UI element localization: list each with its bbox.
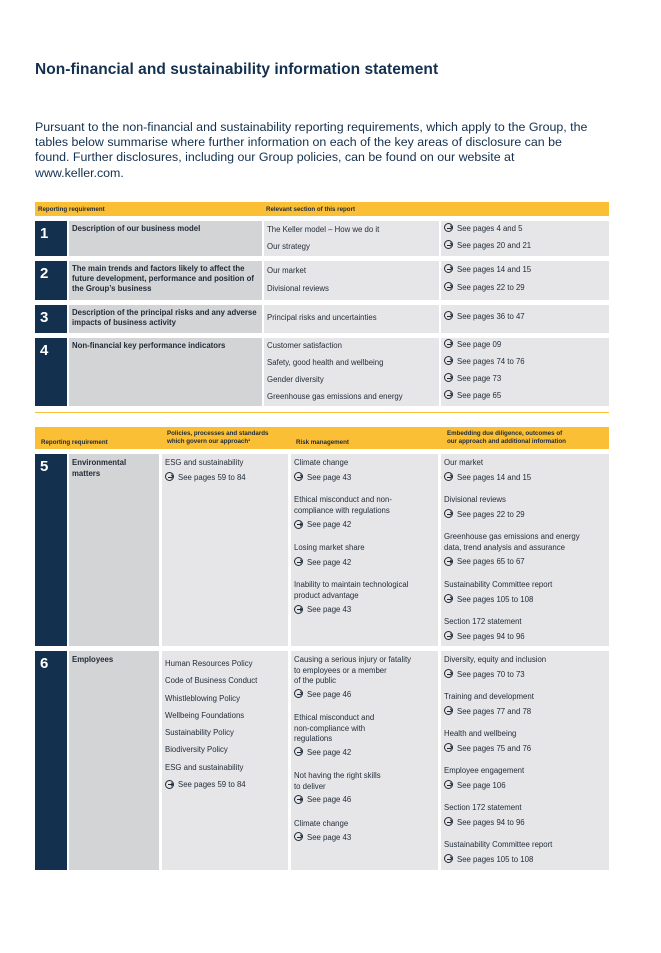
- policy-item: Sustainability Policy: [165, 728, 234, 738]
- section-item: The Keller model – How we do it: [267, 225, 380, 234]
- diligence-cell: [441, 651, 609, 870]
- table2-header-col2-line1: Policies, processes and standards: [167, 430, 269, 437]
- arrow-right-circle-icon: [444, 282, 453, 291]
- risk-title: to employees or a member: [294, 665, 387, 675]
- arrow-right-circle-icon: [444, 594, 453, 603]
- diligence-title: Diversity, equity and inclusion: [444, 655, 547, 664]
- section-item: Divisional reviews: [267, 284, 329, 293]
- risk-title: Ethical misconduct and: [294, 713, 375, 722]
- risk-title: to deliver: [294, 781, 326, 791]
- arrow-right-circle-icon: [294, 747, 303, 756]
- risk-title: compliance with regulations: [294, 505, 390, 515]
- page-ref-cell: [441, 338, 609, 406]
- page-ref: See page 43: [294, 833, 435, 844]
- arrow-right-circle-icon: [444, 390, 453, 399]
- table2-header-col4-line2: our approach and additional information: [447, 438, 566, 445]
- arrow-right-circle-icon: [294, 832, 303, 841]
- page-ref: See pages 4 and 5: [444, 224, 522, 233]
- page-ref: See page 43: [294, 605, 435, 616]
- table1-header-col1: Reporting requirement: [38, 206, 105, 213]
- risk-title: Not having the right skills: [294, 771, 381, 780]
- section-cell: [264, 305, 439, 333]
- section-item: Customer satisfaction: [267, 341, 342, 350]
- page-ref: See pages 105 to 108: [444, 855, 606, 866]
- risk-title: regulations: [294, 734, 333, 744]
- policy-item: ESG and sustainability: [165, 458, 244, 467]
- diligence-title: Greenhouse gas emissions and energy: [444, 532, 580, 541]
- risk-cell: [291, 651, 438, 870]
- section-item: Safety, good health and wellbeing: [267, 358, 384, 367]
- row-number: 6: [35, 651, 67, 870]
- section-item: Our strategy: [267, 242, 310, 251]
- requirement-cell: [69, 454, 159, 646]
- policy-item: Code of Business Conduct: [165, 676, 258, 686]
- arrow-right-circle-icon: [294, 520, 303, 529]
- page-ref: See page 42: [294, 748, 435, 759]
- arrow-right-circle-icon: [165, 472, 174, 481]
- arrow-right-circle-icon: [294, 605, 303, 614]
- page-ref: See page 106: [444, 781, 606, 792]
- page-ref: See page 43: [294, 473, 435, 484]
- intro-paragraph: Pursuant to the non-financial and sustainability reporting requirements, which apply to the Group, the tables below summarise where further information on each of the key areas of disclosure can be found. Further disclosures, including our Group policies, can be found on our website at www.keller.com.: [35, 120, 588, 180]
- page-ref: See pages 94 to 96: [444, 818, 606, 829]
- page-ref: See pages 59 to 84: [165, 776, 285, 793]
- arrow-right-circle-icon: [165, 780, 174, 789]
- page-ref-cell: [441, 261, 609, 300]
- page-ref-cell: [441, 305, 609, 333]
- page-ref: See page 46: [294, 795, 435, 806]
- risk-title: Losing market share: [294, 543, 365, 552]
- page-ref: See pages 59 to 84: [165, 473, 285, 484]
- risk-title: Climate change: [294, 458, 349, 467]
- policy-item: ESG and sustainability: [165, 762, 244, 772]
- policy-cell: [162, 651, 288, 870]
- row-number: 2: [35, 261, 67, 300]
- requirement-label: Employees: [72, 655, 114, 664]
- section-item: Gender diversity: [267, 375, 324, 384]
- arrow-right-circle-icon: [444, 631, 453, 640]
- page-ref-cell: [441, 221, 609, 256]
- page-ref: See pages 75 and 76: [444, 744, 606, 755]
- arrow-right-circle-icon: [444, 743, 453, 752]
- row-number: 1: [35, 221, 67, 256]
- page-title: Non-financial and sustainability information statement: [35, 61, 439, 78]
- page-ref: See page 65: [444, 391, 501, 400]
- page-ref: See pages 105 to 108: [444, 595, 606, 606]
- risk-title: product advantage: [294, 590, 359, 600]
- section-item: Principal risks and uncertainties: [267, 313, 377, 322]
- arrow-right-circle-icon: [444, 557, 453, 566]
- diligence-title: Training and development: [444, 692, 534, 701]
- diligence-cell: [441, 454, 609, 646]
- diligence-title: Sustainability Committee report: [444, 580, 553, 589]
- requirement-cell: Description of our business model: [69, 221, 262, 256]
- risk-title: Inability to maintain technological: [294, 580, 409, 589]
- arrow-right-circle-icon: [444, 223, 453, 232]
- arrow-right-circle-icon: [444, 817, 453, 826]
- policy-item: Wellbeing Foundations: [165, 710, 245, 720]
- policy-item: Human Resources Policy: [165, 659, 253, 668]
- arrow-right-circle-icon: [294, 795, 303, 804]
- arrow-right-circle-icon: [294, 472, 303, 481]
- row-number: 4: [35, 338, 67, 406]
- section-divider: [35, 412, 609, 413]
- arrow-right-circle-icon: [444, 472, 453, 481]
- requirement-cell: The main trends and factors likely to affect the future development, performance and position of the Group’s business: [69, 261, 262, 300]
- arrow-right-circle-icon: [444, 311, 453, 320]
- page-ref: See page 09: [444, 340, 501, 349]
- arrow-right-circle-icon: [444, 780, 453, 789]
- policy-cell: [162, 454, 288, 646]
- arrow-right-circle-icon: [444, 669, 453, 678]
- risk-title: Climate change: [294, 819, 349, 828]
- diligence-title: Our market: [444, 458, 483, 467]
- diligence-title: Employee engagement: [444, 766, 525, 775]
- page-ref: See pages 22 to 29: [444, 283, 525, 292]
- page-ref: See page 42: [294, 558, 435, 569]
- section-cell: [264, 221, 439, 256]
- risk-title: Causing a serious injury or fatality: [294, 655, 412, 664]
- page-ref: See pages 14 and 15: [444, 265, 531, 274]
- page-ref: See pages 65 to 67: [444, 557, 606, 568]
- diligence-title: data, trend analysis and assurance: [444, 542, 565, 552]
- arrow-right-circle-icon: [444, 339, 453, 348]
- requirement-cell: Description of the principal risks and any adverse impacts of business activity: [69, 305, 262, 333]
- section-cell: [264, 338, 439, 406]
- page-ref: See pages 20 and 21: [444, 241, 531, 250]
- arrow-right-circle-icon: [294, 689, 303, 698]
- risk-cell: [291, 454, 438, 646]
- requirement-label: matters: [72, 468, 101, 478]
- diligence-title: Section 172 statement: [444, 803, 522, 812]
- section-item: Our market: [267, 266, 306, 275]
- diligence-title: Section 172 statement: [444, 617, 522, 626]
- table1-header: [35, 202, 609, 216]
- row-number: 5: [35, 454, 67, 646]
- section-cell: [264, 261, 439, 300]
- arrow-right-circle-icon: [444, 356, 453, 365]
- table2-header-col3: Risk management: [296, 439, 349, 446]
- arrow-right-circle-icon: [444, 240, 453, 249]
- table2-header-col4-line1: Embedding due diligence, outcomes of: [447, 430, 563, 437]
- requirement-label: Environmental: [72, 458, 127, 467]
- requirement-cell: Non-financial key performance indicators: [69, 338, 262, 406]
- policy-item: Whistleblowing Policy: [165, 693, 240, 703]
- arrow-right-circle-icon: [444, 706, 453, 715]
- table2-header-col2-line2: which govern our approach¹: [167, 438, 251, 445]
- page-ref: See pages 36 to 47: [444, 312, 525, 321]
- arrow-right-circle-icon: [444, 264, 453, 273]
- page-ref: See page 46: [294, 690, 435, 701]
- page-ref: See pages 14 and 15: [444, 473, 606, 484]
- table2-header-col1: Reporting requirement: [41, 439, 108, 446]
- page-ref: See pages 77 and 78: [444, 707, 606, 718]
- row-number: 3: [35, 305, 67, 333]
- section-item: Greenhouse gas emissions and energy: [267, 392, 403, 401]
- policy-item: Biodiversity Policy: [165, 745, 228, 755]
- page-ref: See page 42: [294, 520, 435, 531]
- page-ref: See pages 70 to 73: [444, 670, 606, 681]
- diligence-title: Health and wellbeing: [444, 729, 517, 738]
- arrow-right-circle-icon: [444, 854, 453, 863]
- table1-header-col2: Relevant section of this report: [266, 206, 356, 213]
- diligence-title: Sustainability Committee report: [444, 840, 553, 849]
- requirement-cell: [69, 651, 159, 870]
- risk-title: of the public: [294, 676, 337, 686]
- page-ref: See page 73: [444, 374, 501, 383]
- page-ref: See pages 94 to 96: [444, 632, 606, 643]
- risk-title: Ethical misconduct and non-: [294, 495, 392, 504]
- arrow-right-circle-icon: [444, 373, 453, 382]
- page-ref: See pages 22 to 29: [444, 510, 606, 521]
- page-ref: See pages 74 to 76: [444, 357, 525, 366]
- arrow-right-circle-icon: [444, 509, 453, 518]
- diligence-title: Divisional reviews: [444, 495, 506, 504]
- arrow-right-circle-icon: [294, 557, 303, 566]
- table2-header: [35, 427, 609, 449]
- risk-title: non-compliance with: [294, 723, 366, 733]
